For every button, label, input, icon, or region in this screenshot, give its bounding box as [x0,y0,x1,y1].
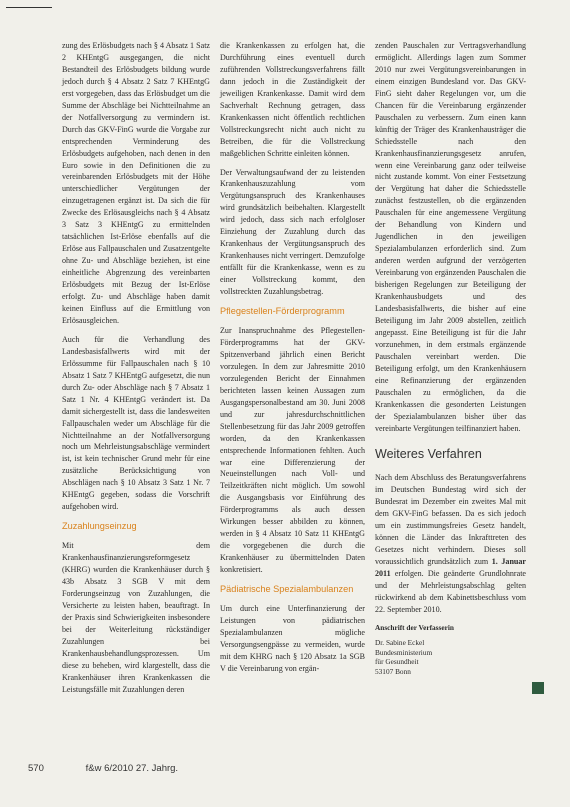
paragraph: zenden Pauschalen zur Vertragsverhandlung ermöglicht. Allerdings lagen zum Sommer 2010 nur zwei Vergütungsvereinbarungen in einem einzigen Bundesland vor. Das GKV-FinG sieht daher Regelungen vor, um die Chancen für die Vereinbarung ergänzender Pauschalen zu verbessern. Zum einen kann künftig der Träger des Krankenhausträger die Schiedsstelle nach den Krankenhausfinanzierungsgesetz anrufen, wenn eine Vereinbarung ganz oder teilweise nicht zustande kommt. Von einer Festsetzung der Vergütung hat daher die Schiedsstelle zunächst festzustellen, ob die ergänzenden Pauschalen für eine angemessene Vergütung der Behandlung von Kindern und Jugendlichen in den jeweiligen Spezialambulanzen erforderlich sind. Zum anderen werden aufgrund der verzögerten Vereinbarung von ergänzenden Pauschalen die bisherigen Regelungen zur Beteiligung der Krankenhausbudgets und des Landesbasisfallwerts, die bisher auf eine Beteiligung im Jahr 2009 abstellen, zeitlich angepasst. Eine Beteiligung ist für die Jahr vorzunehmen, in dem erstmals ergänzende Pauschalen vereinbart werden. Die Beteiligung erfolgt, um den Krankenhäusern eine Refinanzierung der ergänzenden Pauschalen zu ermöglichen, da die Krankenkassen die gesonderten Leistungen der Spezialambulanzen bisher über das vereinbarte Vergütungen teilfinanziert haben. [375,41,526,433]
paragraph: Auch für die Verhandlung des Landesbasisfallwerts wird mit der Erlössumme für Fallpauschalen nach § 10 Absatz 1 Satz 7 KHEntgG aufgesetzt, die nun durch Zu- oder Abschläge nach § 7 Absatz 1 Satz 1 Nr. 4 KHEntgG verändert ist. Da damit sichergestellt ist, dass die landesweiten Fallpauschalen weder um Abschläge für die Nichtteilnahme an der Notfallversorgung noch um Mehrleistungsabschläge vermindert ist, ist kein technischer Grund mehr für eine zusätzliche Berücksichtigung von Abschlägen nach § 10 Absatz 3 Satz 1 Nr. 7 KHEntgG gegeben, sodass die Vorschrift aufgehoben wird. [62,334,210,512]
journal-issue: f&w 6/2010 27. Jahrg. [85,763,179,774]
paragraph: Zur Inanspruchnahme des Pflegestellen-Förderprogramms hat der GKV-Spitzenverband jährlich einen Bericht vorzulegen. In dem zur Jahresmitte 2010 vorzulegenden Bericht der Einnahmen berichteten lassen keinen Aussagen zum Ausgangspersonalbestand am 30. Juni 2008 und zur jahresdurchschnittlichen Stellenbesetzung für das Jahr 2009 getroffen worden, da den Krankenkassen entsprechende Informationen fehlten. Auch war eine Differenzierung der Neueinstellungen nach Voll- und Teilzeitkräften nicht möglich. Um sowohl die Ausgangsbasis vor Einführung des Förderprogramms als auch dessen Wirkungen besser abbilden zu können, werden in § 4 Absatz 10 Satz 11 KHEntgG die vorgegebenen die durch die Krankenhäuser zu übermittelnden Daten konkretisiert. [220,326,365,575]
author-line: für Gesundheit [375,657,419,667]
page-footer [28,763,448,774]
section-heading-pflegestellen: Pflegestellen-Förderprogramm [220,306,345,317]
author-heading: Anschrift der Verfasserin [375,622,454,632]
date-emphasis: 1. Januar 2011 [375,557,526,579]
author-line: 53107 Bonn [375,666,411,676]
column-left [62,40,210,696]
paragraph: Mit dem Krankenhausfinanzierungsreformgesetz (KHRG) wurden die Krankenhäuser durch § 43b Absatz 3 SGB V mit dem Forderungseinzug von Zuzahlungen, die Versicherte zu leisten haben, beauftragt. In der Praxis sind Schwierigkeiten insbesondere bei der Weiterleitung rückständiger Zuzahlungen bei Krankenhausbehandlungsprozessen. Um diese zu beheben, wird klargestellt, dass die Krankenhäuser ihren Krankenkassen die Leistungsfälle mit Zuzahlungen deren [62,541,210,694]
page-number: 570 [28,763,44,774]
paragraph-text: erfolgen. Die geänderte Grundlohnrate und der Mehrleistungsabschlag gelten rückwirkend ab dem Kabinettsbeschluss vom 22. September 2010. [375,569,526,614]
section-heading-paediatrische-ambulanzen: Pädiatrische Spezialambulanzen [220,584,354,595]
paragraph: Um durch eine Unterfinanzierung der Leistungen von pädiatrischen Spezialambulanzen mögliche Versorgungsengpässe zu vermeiden, wurde mit dem KHRG nach § 120 Absatz 1a SGB V die Vereinbarung von ergän- [220,604,365,673]
section-heading-weiteres-verfahren: Weiteres Verfahren [375,447,482,462]
paragraph-text: Nach dem Abschluss des Beratungsverfahrens im Deutschen Bundestag wird sich der Bundesrat im Dezember ein zweites Mal mit dem GKV-FinG befassen. Da es sich jedoch um ein zustimmungsfreies Gesetz handelt, können die Länder das Inkrafttreten des Gesetzes nicht verhindern. Dieses soll voraussichtlich grundsätzlich zum [375,473,526,567]
author-address [375,623,526,677]
author-line: Dr. Sabine Eckel [375,638,425,648]
paragraph [375,472,526,615]
author-line: Bundesministerium [375,647,433,657]
column-middle [220,40,365,675]
paragraph: die Krankenkassen zu erfolgen hat, die Durchführung eines eventuell durch zuführenden Vollstreckungsverfahrens fällt dann jedoch in die Zuständigkeit der jeweiligen Krankenkasse. Damit wird dem Sachverhalt Rechnung getragen, dass Krankenkassen nicht öffentlich rechtlichen Vollstreckungsrecht nicht auch nicht zu Betreiben, die für die Vollstreckung maßgeblichen Schritte einleiten können. [220,41,365,158]
top-rule [6,7,52,8]
column-right [375,40,526,676]
end-of-article-marker [532,682,544,694]
paragraph: zung des Erlösbudgets nach § 4 Absatz 1 Satz 2 KHEntgG ausgegangen, die nicht Bestandteil des Erlösbudgets bildung wurde jedoch durch § 4 Absatz 2 Satz 7 KHEntgG erst vorgegeben, dass das Erlösbudget um die Summe der Abschläge bei Nichtteilnahme an der Notfallversorgung zu vermindern ist. Durch das GKV-FinG wurde die Vorgabe zur entsprechenden Verminderung des Erlösbudgets aufgehoben, nach denen in den Euro sowie in den Definitionen die zu vereinbarenden Erlösbudgets mit der Höhe unterschiedlicher Vergütungen der einzugetragenen ergänzt ist. Da sich die für Zwecke des Erlösausgleichs nach § 4 Absatz 3 Satz 3 KHEntgG zu ermittelnden tatsächlichen Ist-Erlöse ebenfalls auf die Erlöse aus Fallpauschalen und Zusatzentgelte ohne Zu- und Abschläge beziehen, ist eine einheitliche Abgrenzung des vereinbarten Erlösbudgets mit Bezug der Ist-Erlöse erfolgt. Zu- und Abschläge haben damit keinen Einfluss auf die Ermittlung von Erlösausgleichen. [62,41,210,325]
paragraph: Der Verwaltungsaufwand der zu leistenden Krankenhauszuzahlung vom Vergütungsanspruch des Krankenhauses wird grundsätzlich beibehalten. Klargestellt wird jedoch, dass sich nach erfolgloser Einziehung der Zuzahlung durch das Krankenhaus der Vergütungsanspruch des Krankenhauses nicht verringert. Demzufolge entfällt für die Krankenkasse, wenn es zu einer Vollstreckung kommt, den vollstreckten Zuzahlungsbetrag. [220,167,365,297]
section-heading-zuzahlungseinzug: Zuzahlungseinzug [62,521,137,532]
